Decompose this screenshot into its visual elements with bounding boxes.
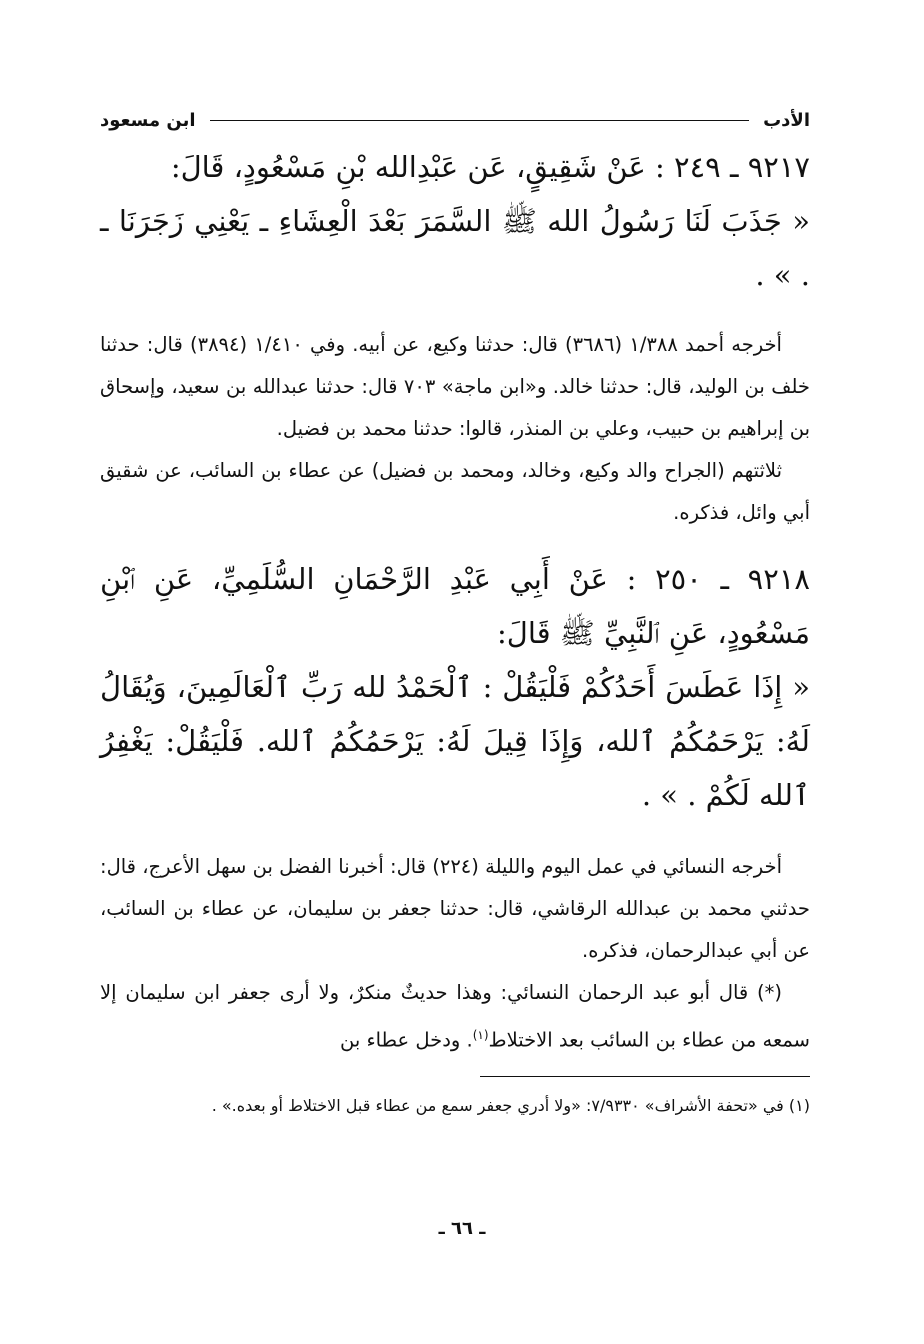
page-number: ـ ٦٦ ـ (438, 1218, 486, 1239)
hadith-250-matn: « إِذَا عَطَسَ أَحَدُكُمْ فَلْيَقُلْ : ٱلْحَمْدُ لله رَبِّ ٱلْعَالَمِينَ، وَيُقَالُ لَهُ: يَرْحَمُكُمُ ٱلله، وَإِذَا قِيلَ لَهُ: يَرْحَمُكُمُ ٱلله. فَلْيَقُلْ: يَغْفِرُ ٱلله لَكُمْ . » . (100, 670, 810, 812)
running-header (100, 100, 810, 140)
commentary-250-para-2-text: (*) قال أبو عبد الرحمان النسائي: وهذا حديثٌ منكرٌ، ولا أرى جعفر ابن سليمان إلا سمعه من عطاء بن السائب بعد الاختلاط (100, 981, 810, 1052)
commentary-250-para-2-tail: . ودخل عطاء بن (339, 1028, 473, 1052)
commentary-249-para-2: ثلاثتهم (الجراح والد وكيع، وخالد، ومحمد بن فضيل) عن عطاء بن السائب، عن شقيق أبي وائل، فذكره. (100, 459, 810, 524)
header-chapter: الأدب (763, 109, 810, 131)
footnote-marker: (١) (472, 1028, 489, 1042)
hadith-249-matn: « جَذَبَ لَنَا رَسُولُ الله ﷺ السَّمَرَ بَعْدَ الْعِشَاءِ ـ يَعْنِي زَجَرَنَا ـ . » . (100, 204, 810, 292)
header-author: ابن مسعود (100, 109, 196, 131)
hadith-250 (100, 552, 810, 822)
hadith-249-isnad: ٩٢١٧ ـ ٢٤٩ : عَنْ شَقِيقٍ، عَن عَبْدِالله بْنِ مَسْعُودٍ، قَالَ: (170, 150, 810, 184)
commentary-250-para-1: أخرجه النسائي في عمل اليوم والليلة (٢٢٤) قال: أخبرنا الفضل بن سهل الأعرج، قال: حدثني محمد بن عبدالله الرقاشي، قال: حدثنا جعفر بن سليمان، عن عطاء بن السائب، عن أبي عبدالرحمان، فذكره. (100, 855, 810, 962)
commentary-250-para-2 (100, 972, 810, 1062)
footnote-1: (١) في «تحفة الأشراف» ٧/٩٣٣٠: «ولا أدري جعفر سمع من عطاء قبل الاختلاط أو بعده.» . (211, 1095, 810, 1115)
commentary-249-para-1: أخرجه أحمد ١/٣٨٨ (٣٦٨٦) قال: حدثنا وكيع، عن أبيه. وفي ١/٤١٠ (٣٨٩٤) قال: حدثنا خلف بن الوليد، قال: حدثنا خالد. و«ابن ماجة» ٧٠٣ قال: حدثنا عبدالله بن سعيد، وإسحاق بن إبراهيم بن حبيب، وعلي بن المنذر، قالوا: حدثنا محمد بن فضيل. (100, 333, 810, 440)
header-rule (210, 120, 750, 121)
commentary-250 (100, 846, 810, 1062)
page (100, 100, 810, 1125)
footnote-rule (480, 1076, 810, 1077)
hadith-249 (100, 140, 810, 302)
hadith-250-isnad: ٩٢١٨ ـ ٢٥٠ : عَنْ أَبِي عَبْدِ الرَّحْمَانِ السُّلَمِيِّ، عَنِ ٱبْنِ مَسْعُودٍ، عَنِ ٱلنَّبِيِّ ﷺ قَالَ: (100, 562, 810, 650)
commentary-249 (100, 324, 810, 534)
